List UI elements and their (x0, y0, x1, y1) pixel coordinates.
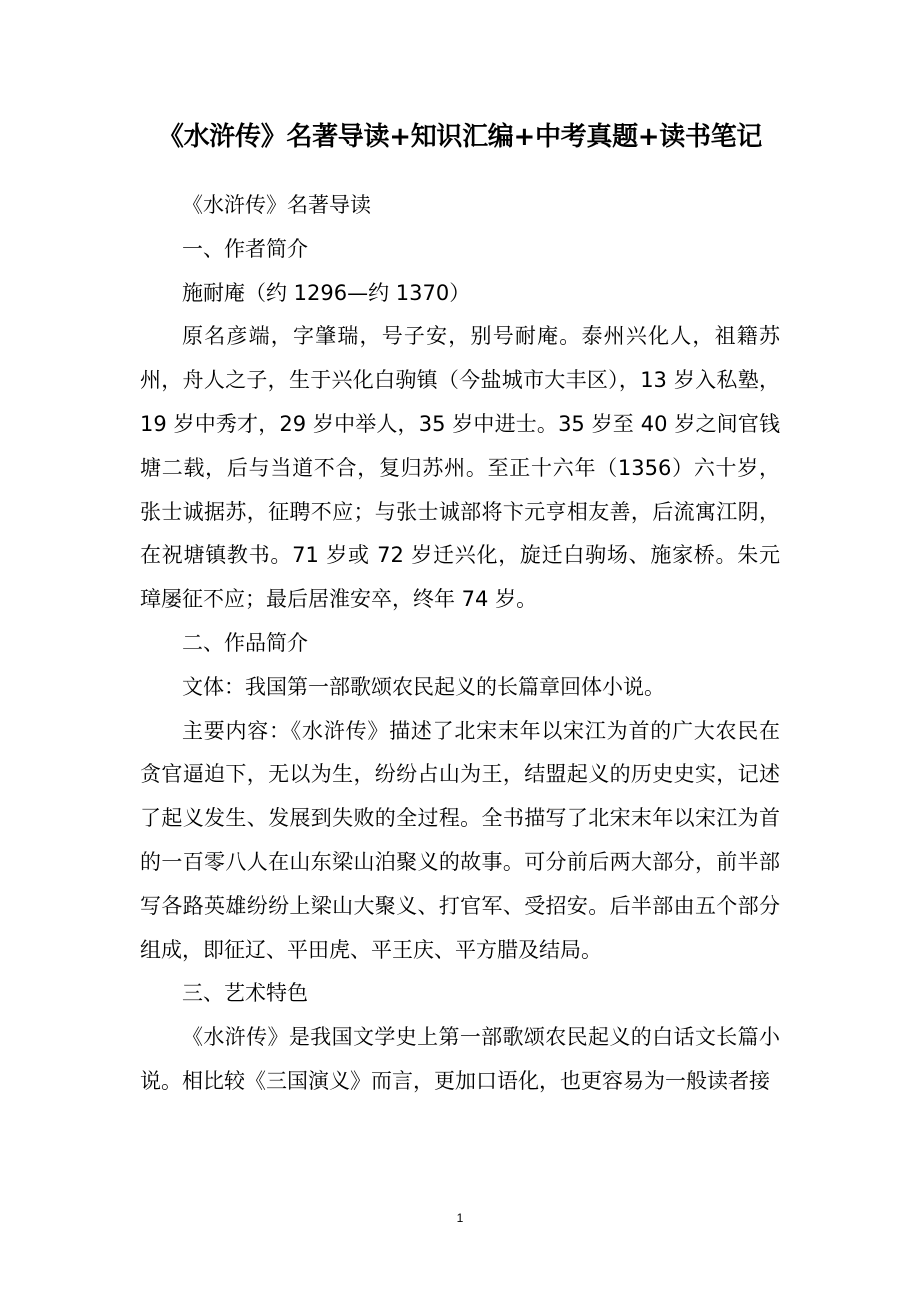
document-title: 《水浒传》名著导读+知识汇编+中考真题+读书笔记 (157, 122, 763, 152)
document-body (140, 184, 780, 1104)
genre-paragraph: 文体：我国第一部歌颂农民起义的长篇章回体小说。 (182, 674, 665, 699)
section-heading-work: 二、作品简介 (182, 630, 308, 655)
art-feature-paragraph: 《水浒传》是我国文学史上第一部歌颂农民起义的白话文长篇小说。相比较《三国演义》而言，更加口语化，也更容易为一般读者接 (140, 1025, 780, 1093)
section-heading-author: 一、作者简介 (182, 236, 308, 261)
main-content-paragraph: 主要内容：《水浒传》描述了北宋末年以宋江为首的广大农民在贪官逼迫下，无以为生，纷纷占山为王，结盟起义的历史史实，记述了起义发生、发展到失败的全过程。全书描写了北宋末年以宋江为首的一百零八人在山东梁山泊聚义的故事。可分前后两大部分，前半部写各路英雄纷纷上梁山大聚义、打官军、受招安。后半部由五个部分组成，即征辽、平田虎、平王庆、平方腊及结局。 (140, 718, 780, 962)
author-name-line: 施耐庵（约 1296—约 1370） (182, 280, 471, 305)
section-heading-guide: 《水浒传》名著导读 (182, 193, 371, 217)
page-number: 1 (456, 1211, 464, 1225)
section-heading-art: 三、艺术特色 (182, 981, 308, 1006)
author-bio-paragraph: 原名彦端，字肇瑞，号子安，别号耐庵。泰州兴化人，祖籍苏州，舟人之子，生于兴化白驹镇（今盐城市大丰区），13 岁入私塾，19 岁中秀才，29 岁中举人，35 岁中进士。35 岁至 40 岁之间官钱塘二载，后与当道不合，复归苏州。至正十六年（1356）六十岁，张士诚据苏，征聘不应；与张士诚部将卞元亨相友善，后流寓江阴，在祝塘镇教书。71 岁或 72 岁迁兴化，旋迁白驹场、施家桥。朱元璋屡征不应；最后居淮安卒，终年 74 岁。 (140, 324, 780, 612)
